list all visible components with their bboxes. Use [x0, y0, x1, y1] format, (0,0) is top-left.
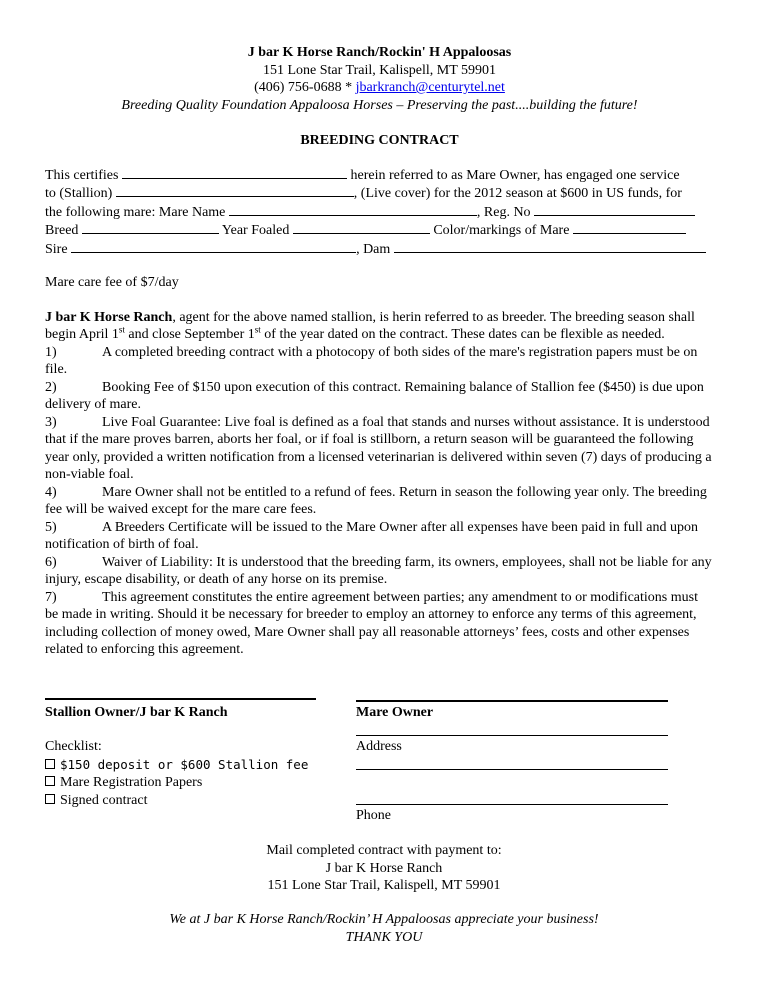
contract-form [45, 166, 714, 259]
checkbox-icon[interactable] [45, 759, 55, 769]
clause-item [45, 484, 714, 519]
checklist-item-label: $150 deposit or $600 Stallion fee [60, 756, 309, 772]
form-line-5 [45, 240, 714, 259]
mare-owner-name-line[interactable] [356, 735, 668, 736]
address-line-2[interactable] [356, 804, 668, 805]
clause-number: 2) [45, 379, 57, 395]
stallion-owner-label: Stallion Owner/J bar K Ranch [45, 705, 228, 720]
footer-thank-you: THANK YOU [345, 929, 423, 945]
checklist-item-label: Mare Registration Papers [60, 775, 203, 790]
color-markings-label: Color/markings of Mare [429, 223, 573, 238]
certifies-label: This certifies [45, 167, 119, 183]
clause-text: Mare Owner shall not be entitled to a refund of fees. Return in season the following year only. The breeding fee will be waived except for the mare care fees. [45, 484, 707, 517]
form-line-1 [45, 166, 714, 185]
mare-name-label: the following mare: Mare Name [45, 204, 229, 220]
footer [0, 911, 768, 946]
email-link[interactable]: jbarkranch@centurytel.net [355, 80, 505, 95]
checklist-item-signed[interactable] [45, 792, 308, 810]
intro-text-c: of the year dated on the contract. These dates can be flexible as needed. [260, 327, 665, 342]
footer-thanks: We at J bar K Horse Ranch/Rockin’ H Appaloosas appreciate your business! [169, 912, 599, 927]
clause-text: Booking Fee of $150 upon execution of this contract. Remaining balance of Stallion fee ($450) is due upon delivery of mare. [45, 379, 704, 412]
mare-name-field[interactable] [229, 203, 477, 216]
clause-text: Waiver of Liability: It is understood that the breeding farm, its owners, employees, shall not be liable for any injury, escape disability, or death of any horse on its premise. [45, 554, 712, 587]
checkbox-icon[interactable] [45, 794, 55, 804]
checkbox-icon[interactable] [45, 776, 55, 786]
mare-owner-label: Mare Owner [356, 705, 434, 720]
stallion-suffix: , (Live cover) for the 2012 season at $600 in US funds, for [353, 186, 682, 201]
phone-label: Phone [356, 808, 391, 823]
ranch-address: 151 Lone Star Trail, Kalispell, MT 59901 [262, 62, 497, 78]
ranch-title: J bar K Horse Ranch/Rockin' H Appaloosas [247, 45, 512, 60]
stallion-label: to (Stallion) [45, 186, 116, 201]
clause-text: A completed breeding contract with a photocopy of both sides of the mare's registration papers must be on file. [45, 344, 698, 377]
intro-sup-a: st [118, 324, 125, 335]
mail-line-1: Mail completed contract with payment to: [266, 843, 502, 858]
sire-field[interactable] [71, 240, 356, 253]
mare-care-fee: Mare care fee of $7/day [45, 275, 179, 290]
mail-instructions [0, 842, 768, 895]
clause-text: This agreement constitutes the entire agreement between parties; any amendment to or modifications must be made in writing. Should it be necessary for breeder to employ an attorney to enforce any terms of this agreement, including collection of money owed, Mare Owner shall pay all reasonable attorneys’ fees, costs and other expenses related to enforcing this agreement. [45, 589, 698, 657]
intro-paragraph [45, 309, 714, 344]
clause-number: 4) [45, 484, 57, 500]
form-line-4 [45, 221, 714, 240]
clause-number: 1) [45, 344, 57, 360]
clause-number: 6) [45, 554, 57, 570]
clause-item [45, 414, 714, 484]
clause-item [45, 554, 714, 589]
mare-owner-name-field[interactable] [122, 166, 347, 179]
reg-no-field[interactable] [534, 203, 695, 216]
checklist-title: Checklist: [45, 739, 102, 754]
color-markings-field[interactable] [573, 221, 686, 234]
checklist-item-papers[interactable] [45, 774, 308, 792]
intro-text-a: , agent for the above named stallion, is herin referred to as breeder. The breeding season shall begin April 1 [45, 309, 695, 342]
clause-item [45, 344, 714, 379]
clause-text: A Breeders Certificate will be issued to the Mare Owner after all expenses have been paid in full and upon notification of birth of foal. [45, 519, 698, 552]
reg-no-label: , Reg. No [476, 204, 535, 220]
intro-text-b: and close September 1 [124, 327, 255, 342]
clause-number: 7) [45, 589, 57, 605]
intro-sup-b: st [254, 324, 261, 335]
year-foaled-field[interactable] [293, 221, 430, 234]
clause-item [45, 519, 714, 554]
form-line-3 [45, 203, 714, 222]
mail-line-3: 151 Lone Star Trail, Kalispell, MT 59901 [267, 878, 501, 893]
address-line-1[interactable] [356, 769, 668, 770]
sire-label: Sire [45, 241, 72, 257]
clause-item [45, 589, 714, 659]
agent-name: J bar K Horse Ranch [45, 309, 173, 325]
clause-item [45, 379, 714, 414]
checklist [45, 738, 308, 809]
ranch-contact [45, 79, 714, 97]
mail-line-2: J bar K Horse Ranch [325, 860, 443, 876]
checklist-item-deposit[interactable] [45, 756, 308, 775]
dam-label: , Dam [356, 241, 394, 257]
clause-number: 5) [45, 519, 57, 535]
stallion-name-field[interactable] [116, 184, 354, 197]
stallion-owner-signature-line[interactable] [45, 698, 316, 700]
mare-owner-signature-line[interactable] [356, 700, 668, 702]
checklist-item-label: Signed contract [60, 792, 148, 808]
tagline: Breeding Quality Foundation Appaloosa Horses – Preserving the past....building the future! [121, 97, 638, 113]
form-line-2 [45, 184, 714, 203]
ranch-phone: (406) 756-0688 * [254, 80, 356, 95]
clauses-list [45, 344, 714, 659]
dam-field[interactable] [394, 240, 706, 253]
certifies-suffix: herein referred to as Mare Owner, has engaged one service [346, 167, 680, 183]
contract-title: BREEDING CONTRACT [300, 133, 459, 148]
clause-text: Live Foal Guarantee: Live foal is defined as a foal that stands and nurses without assistance. It is understood that if the mare proves barren, aborts her foal, or if foal is stillborn, a return season will be guaranteed the following year only, provided a written notification from a licensed veterinarian is delivered within seven (7) days of producing a non-viable foal. [45, 414, 712, 482]
clause-number: 3) [45, 414, 57, 430]
address-label: Address [356, 739, 402, 754]
breed-field[interactable] [82, 221, 219, 234]
breed-label: Breed [45, 223, 82, 238]
letterhead [45, 44, 714, 114]
year-foaled-label: Year Foaled [218, 223, 293, 238]
